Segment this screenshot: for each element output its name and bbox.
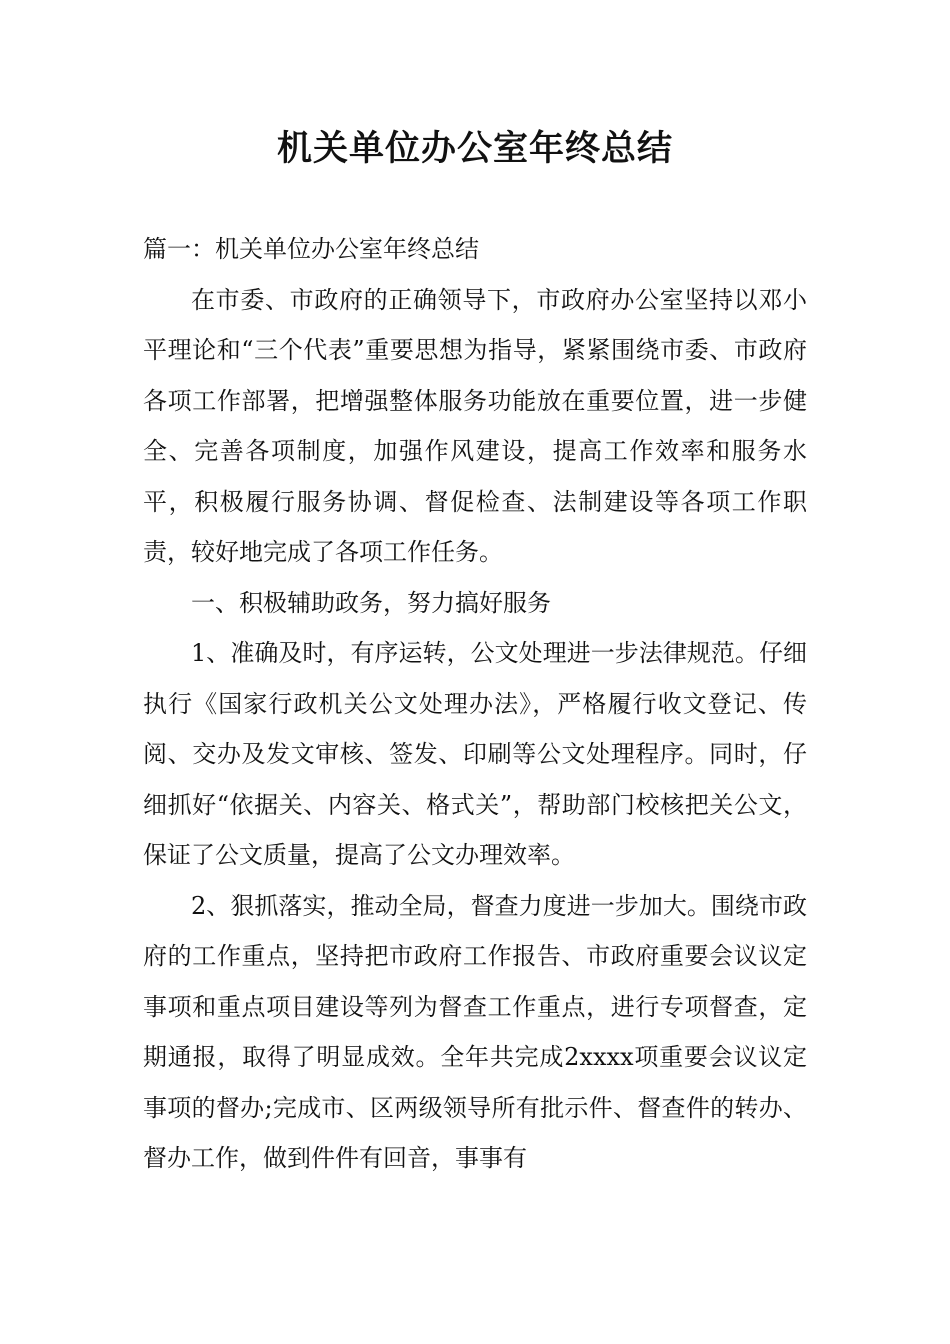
paragraph-item-1: 1、准确及时，有序运转，公文处理进一步法律规范。仔细执行《国家行政机关公文处理办法》，严格履行收文登记、传阅、交办及发文审核、签发、印刷等公文处理程序。同时，仔细抓好“依据关、内容关、格式关”，帮助部门校核把关公文，保证了公文质量，提高了公文办理效率。 bbox=[143, 639, 807, 869]
paragraph-intro: 在市委、市政府的正确领导下，市政府办公室坚持以邓小平理论和“三个代表”重要思想为指导，紧紧围绕市委、市政府各项工作部署，把增强整体服务功能放在重要位置，进一步健全、完善各项制度，加强作风建设，提高工作效率和服务水平，积极履行服务协调、督促检查、法制建设等各项工作职责，较好地完成了各项工作任务。 bbox=[143, 285, 807, 566]
section-subtitle: 篇一：机关单位办公室年终总结 bbox=[143, 235, 479, 263]
document-title: 机关单位办公室年终总结 bbox=[276, 129, 673, 169]
paragraph-item-2: 2、狠抓落实，推动全局，督查力度进一步加大。围绕市政府的工作重点，坚持把市政府工作报告、市政府重要会议议定事项和重点项目建设等列为督查工作重点，进行专项督查，定期通报，取得了明显成效。全年共完成2xxxx项重要会议议定事项的督办;完成市、区两级领导所有批示件、督查件的转办、督办工作，做到件件有回音，事事有 bbox=[143, 891, 807, 1172]
section-heading-1: 一、积极辅助政务，努力搞好服务 bbox=[191, 588, 551, 617]
document-body bbox=[143, 224, 807, 1184]
